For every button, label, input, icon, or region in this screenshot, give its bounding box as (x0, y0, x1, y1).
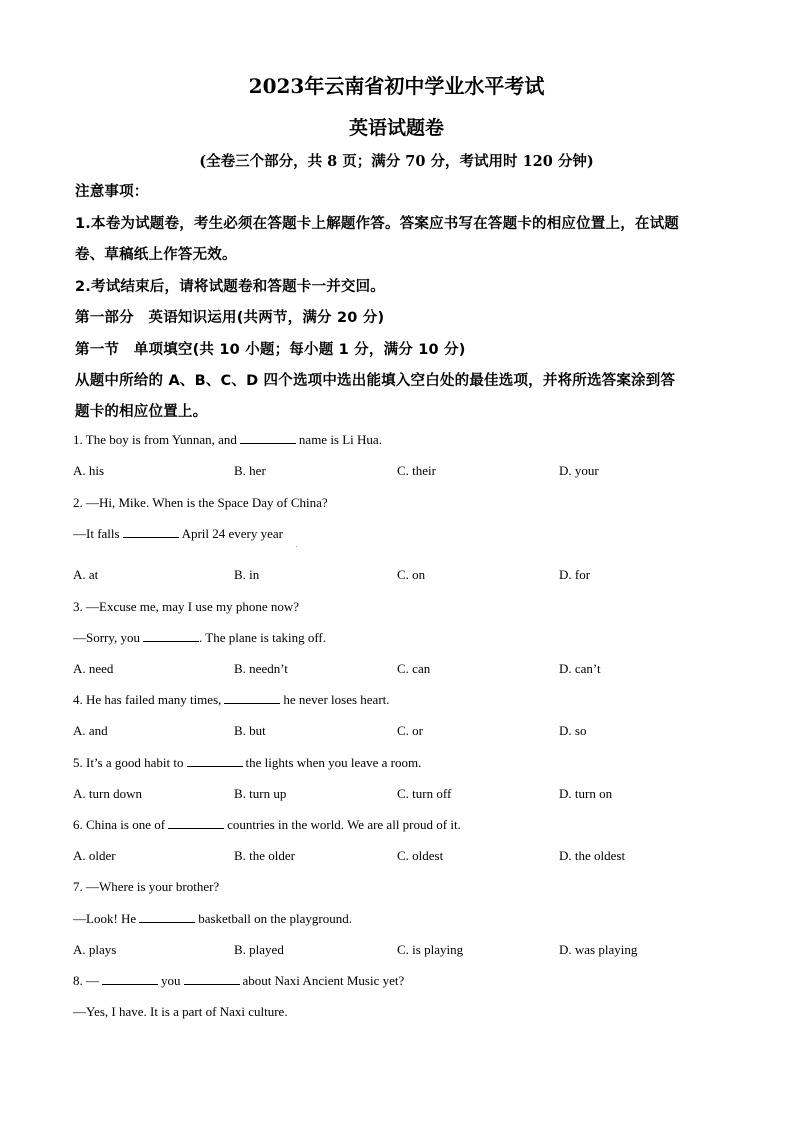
q5-option-c: C. turn off (397, 786, 452, 801)
note-item-2: 2.考试结束后，请将试题卷和答题卡一并交回。 (75, 279, 385, 295)
q2-option-b: B. in (234, 567, 260, 582)
q7-option-b: B. played (234, 942, 284, 957)
question-1 (73, 432, 382, 448)
question-text: April 24 every year (181, 526, 284, 541)
q3-option-d: D. can’t (559, 661, 601, 676)
question-2-reply (73, 526, 283, 542)
q7-option-d: D. was playing (559, 942, 638, 957)
q4-option-a: A. and (73, 723, 108, 738)
answer-blank (224, 693, 280, 704)
q6-option-d: D. the oldest (559, 848, 626, 863)
question-text: countries in the world. We are all proud of it. (227, 817, 461, 832)
question-text: —Look! He (73, 911, 137, 926)
exam-title: 2023年云南省初中学业水平考试 (248, 74, 545, 98)
q1-option-c: C. their (397, 463, 436, 478)
question-text: about Naxi Ancient Music yet? (242, 973, 405, 988)
exam-info: (全卷三个部分，共 8 页；满分 70 分，考试用时 120 分钟) (199, 153, 594, 170)
q7-option-c: C. is playing (397, 942, 464, 957)
q4-option-b: B. but (234, 723, 266, 738)
answer-blank (240, 433, 296, 444)
q2-option-d: D. for (559, 567, 591, 582)
section1-instruction-cont: 题卡的相应位置上。 (75, 404, 208, 420)
q3-option-c: C. can (397, 661, 431, 676)
q6-option-b: B. the older (234, 848, 296, 863)
question-3-reply (73, 630, 326, 646)
question-7-reply (73, 911, 352, 927)
question-text: you (161, 973, 181, 988)
q4-option-c: C. or (397, 723, 423, 738)
q1-option-d: D. your (559, 463, 599, 478)
question-text: 5. It’s a good habit to (73, 755, 184, 770)
exam-subtitle: 英语试题卷 (348, 117, 444, 139)
note-item-1: 1.本卷为试题卷，考生必须在答题卡上解题作答。答案应书写在答题卡的相应位置上，在试题 (75, 216, 679, 232)
question-text: name is Li Hua. (298, 432, 382, 447)
answer-blank (143, 631, 199, 642)
answer-blank (139, 912, 195, 923)
q1-option-b: B. her (234, 463, 266, 478)
notes-heading: 注意事项： (75, 184, 149, 200)
stray-mark (296, 546, 297, 547)
q3-option-b: B. needn’t (234, 661, 288, 676)
answer-blank (168, 818, 224, 829)
q5-option-d: D. turn on (559, 786, 613, 801)
question-6 (73, 817, 461, 833)
answer-blank (123, 527, 179, 538)
question-text: —Sorry, you (73, 630, 141, 645)
q7-option-a: A. plays (73, 942, 117, 957)
section1-heading: 第一节 单项填空(共 10 小题；每小题 1 分，满分 10 分) (75, 342, 466, 358)
q2-option-a: A. at (73, 567, 99, 582)
q6-option-c: C. oldest (397, 848, 444, 863)
q3-option-a: A. need (73, 661, 114, 676)
question-text: 4. He has failed many times, (73, 692, 222, 707)
q5-option-a: A. turn down (73, 786, 142, 801)
question-text: 1. The boy is from Yunnan, and (73, 432, 237, 447)
answer-blank (102, 974, 158, 985)
q2-option-c: C. on (397, 567, 426, 582)
answer-blank (187, 756, 243, 767)
question-2: 2. —Hi, Mike. When is the Space Day of China? (73, 495, 328, 510)
note-item-1-cont: 卷、草稿纸上作答无效。 (75, 247, 237, 263)
q4-option-d: D. so (559, 723, 587, 738)
question-text: the lights when you leave a room. (245, 755, 422, 770)
question-7: 7. —Where is your brother? (73, 879, 220, 894)
question-text: basketball on the playground. (198, 911, 352, 926)
question-text: 8. — (73, 973, 99, 988)
q5-option-b: B. turn up (234, 786, 287, 801)
part1-heading: 第一部分 英语知识运用(共两节，满分 20 分) (75, 310, 385, 326)
question-4 (73, 692, 390, 708)
q6-option-a: A. older (73, 848, 116, 863)
question-text: 6. China is one of (73, 817, 166, 832)
section1-instruction: 从题中所给的 A、B、C、D 四个选项中选出能填入空白处的最佳选项，并将所选答案涂到答 (75, 373, 676, 389)
question-text: —It falls (73, 526, 120, 541)
question-text: . The plane is taking off. (199, 630, 327, 645)
question-5 (73, 755, 421, 771)
question-8-reply: —Yes, I have. It is a part of Naxi culture. (73, 1004, 288, 1019)
question-8 (73, 973, 404, 989)
question-3: 3. —Excuse me, may I use my phone now? (73, 599, 300, 614)
q1-option-a: A. his (73, 463, 105, 478)
answer-blank (184, 974, 240, 985)
question-text: he never loses heart. (283, 692, 390, 707)
